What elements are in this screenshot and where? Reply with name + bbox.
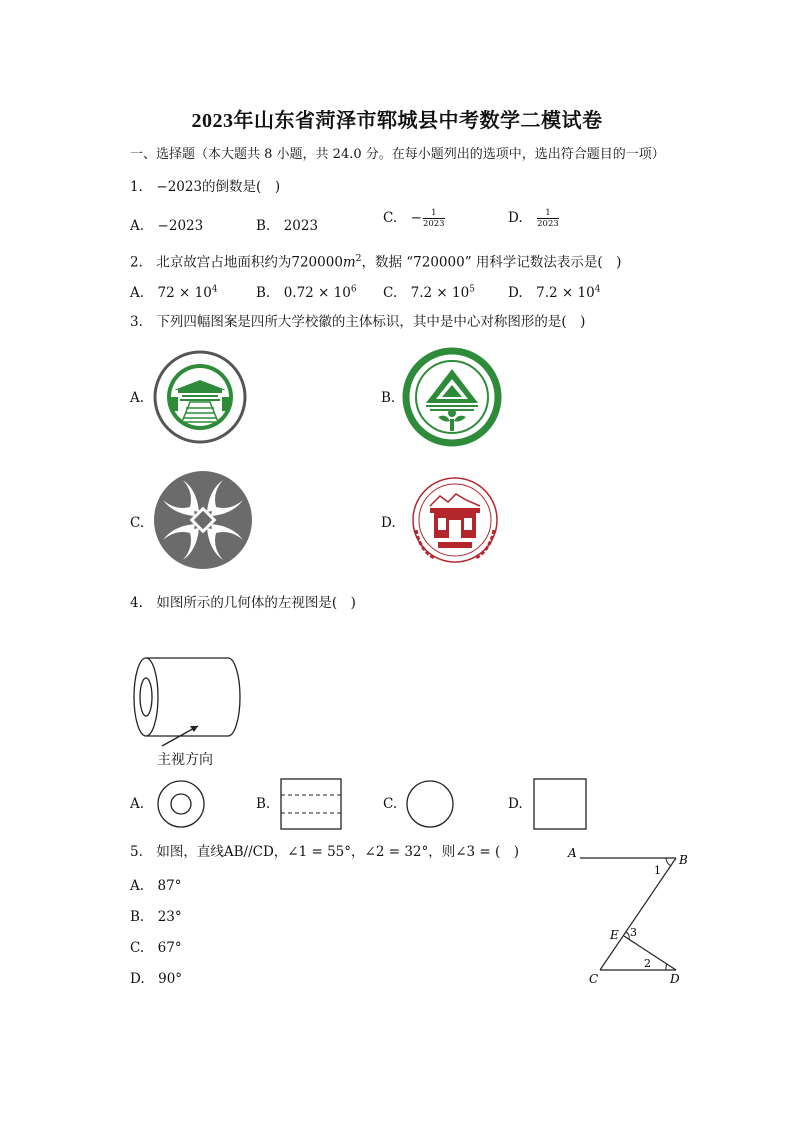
view-direction-label: 主视方向 <box>157 752 213 768</box>
point-d-label: D <box>670 972 680 986</box>
q2-option-a[interactable] <box>130 281 218 301</box>
q2-stem-b: ，数据 “720000” 用科学记数法表示是( ) <box>361 254 622 271</box>
fraction-numerator: 1 <box>545 208 551 218</box>
q1-option-d-fraction <box>537 208 559 229</box>
point-e-label: E <box>610 928 619 942</box>
q3-option-b-label[interactable]: B. <box>381 390 396 406</box>
emblem-c-icon[interactable] <box>152 470 254 570</box>
q2-unit-exp: 2 <box>355 254 362 264</box>
page-title: 2023年山东省菏泽市郓城县中考数学二模试卷 <box>191 110 603 132</box>
section-heading: 一、选择题（本大题共 8 小题，共 24.0 分。在每小题列出的选项中，选出符合题目的一项） <box>130 147 665 162</box>
q2-option-d-exp: 4 <box>594 284 601 295</box>
angle-1-label: 1 <box>654 864 661 877</box>
q4-option-b-label[interactable]: B. <box>256 796 271 812</box>
fraction-denominator: 2023 <box>537 219 559 229</box>
q1-option-a[interactable]: A. −2023 <box>130 218 204 234</box>
q2-option-b[interactable] <box>256 281 357 301</box>
emblem-d-icon[interactable] <box>404 470 506 570</box>
angle-3-label: 3 <box>630 926 637 939</box>
q3-option-d-label[interactable]: D. <box>381 515 396 531</box>
parallel-lines-figure <box>560 840 700 990</box>
point-b-label: B <box>679 853 688 867</box>
q5-option-a[interactable]: A. 87° <box>130 878 182 894</box>
q4-option-d-label[interactable]: D. <box>508 796 523 812</box>
square-view-icon[interactable] <box>532 777 588 831</box>
q1-option-c-prefix: C. − <box>383 210 422 226</box>
q4-option-c-label[interactable]: C. <box>383 796 398 812</box>
fraction-numerator: 1 <box>431 208 437 218</box>
q1-option-b[interactable]: B. 2023 <box>256 218 319 234</box>
q2-option-a-exp: 4 <box>211 284 218 295</box>
q1-option-d-prefix: D. <box>508 210 537 226</box>
q3-option-a-label[interactable]: A. <box>130 390 145 406</box>
q2-stem <box>130 250 621 272</box>
emblem-b-icon[interactable] <box>402 347 502 447</box>
q2-option-c[interactable] <box>383 281 475 301</box>
q4-option-a-label[interactable]: A. <box>130 796 145 812</box>
q5-option-c[interactable]: C. 67° <box>130 940 182 956</box>
q1-stem: 1. −2023的倒数是( ) <box>130 179 281 195</box>
q2-unit: m <box>342 254 356 271</box>
q1-option-c[interactable] <box>383 206 445 229</box>
q2-option-b-exp: 6 <box>350 284 357 295</box>
q5-option-d[interactable]: D. 90° <box>130 971 183 987</box>
q1-option-c-fraction <box>423 208 445 229</box>
angle-2-label: 2 <box>644 957 651 970</box>
q2-option-c-text: C. 7.2 × 10 <box>383 285 470 301</box>
q3-stem: 3. 下列四幅图案是四所大学校徽的主体标识，其中是中心对称图形的是( ) <box>130 314 586 330</box>
dashed-rectangle-view-icon[interactable] <box>279 777 343 831</box>
point-c-label: C <box>589 972 599 986</box>
q2-stem-a: 2. 北京故宫占地面积约为720000 <box>130 254 343 271</box>
q2-option-a-text: A. 72 × 10 <box>130 285 212 301</box>
q2-option-d[interactable] <box>508 281 600 301</box>
q5-option-b[interactable]: B. 23° <box>130 909 182 925</box>
q2-option-b-text: B. 0.72 × 10 <box>256 285 351 301</box>
q5-stem: 5. 如图，直线AB//CD，∠1 = 55°，∠2 = 32°，则∠3 = ( ) <box>130 844 520 860</box>
q2-option-c-exp: 5 <box>469 284 475 295</box>
ring-view-icon[interactable] <box>155 778 207 830</box>
circle-view-icon[interactable] <box>404 778 456 830</box>
q3-option-c-label[interactable]: C. <box>130 515 145 531</box>
cylinder-figure-icon <box>128 652 248 752</box>
q2-option-d-text: D. 7.2 × 10 <box>508 285 595 301</box>
emblem-a-icon[interactable] <box>152 350 248 444</box>
q1-option-d[interactable] <box>508 206 559 229</box>
point-a-label: A <box>568 846 577 860</box>
q4-stem: 4. 如图所示的几何体的左视图是( ) <box>130 595 356 611</box>
fraction-denominator: 2023 <box>422 219 445 229</box>
